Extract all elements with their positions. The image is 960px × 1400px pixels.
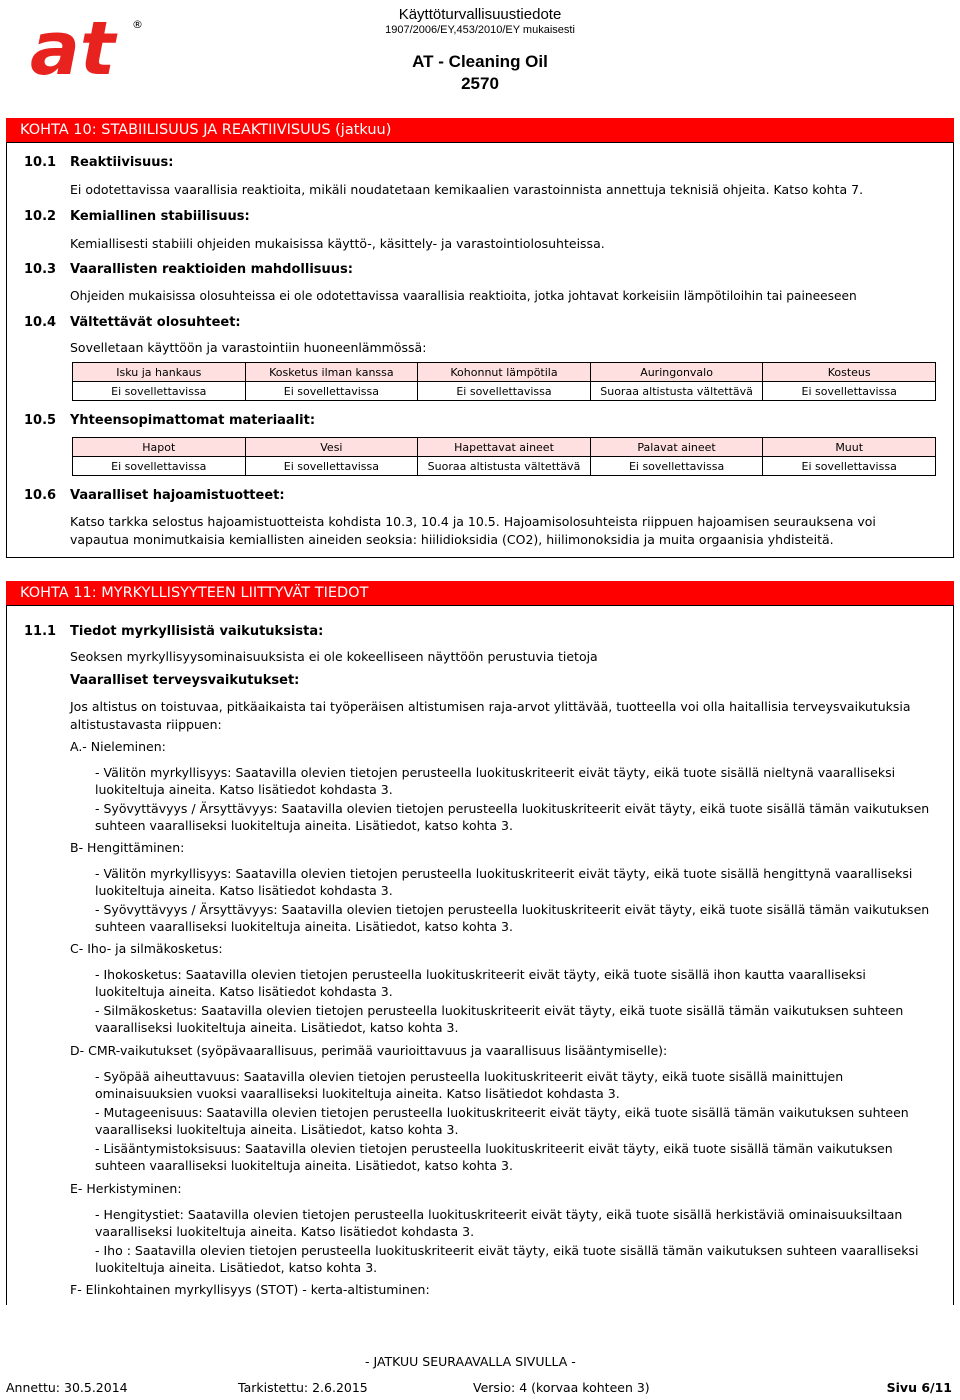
table-cell: Suoraa altistusta vältettävä	[418, 457, 591, 476]
bullet-item: - Iho : Saatavilla olevien tietojen perusteella luokituskriteerit eivät täyty, eikä tuote sisällä tämän vaikutuksen suhteen vaaralliseksi luokiteltuja aineita. Lisätiedot, katso kohta 3.	[95, 1243, 919, 1275]
table-cell: Ei sovellettavissa	[245, 382, 418, 401]
intro-text: Seoksen myrkyllisyysominaisuuksista ei ole kokeelliseen näyttöön perustuvia tietoja	[70, 649, 598, 664]
table-header-cell: Kosteus	[763, 363, 936, 382]
materials-table	[72, 437, 936, 476]
health-title: Vaaralliset terveysvaikutukset:	[70, 673, 300, 688]
bullet-item: - Ihokosketus: Saatavilla olevien tietojen perusteella luokituskriteerit eivät täyty, eikä tuote sisällä ihon kautta vaaralliseksi luokiteltuja aineita. Katso lisätiedot kohdasta 3.	[95, 967, 866, 999]
continue-note: - JATKUU SEURAAVALLA SIVULLA -	[365, 1354, 576, 1369]
bullet-item: - Mutageenisuus: Saatavilla olevien tietojen perusteella luokituskriteerit eivät täyty, eikä tuote sisällä tämän vaikutuksen suhteen vaaralliseksi luokiteltuja aineita. Lisätiedot, katso kohta 3.	[95, 1105, 909, 1137]
table-header-cell: Auringonvalo	[590, 363, 763, 382]
section-11-title: KOHTA 11: MYRKYLLISYYTEEN LIITTYVÄT TIEDOT	[6, 581, 954, 605]
health-text: Jos altistus on toistuvaa, pitkäaikaista tai työperäisen altistumisen raja-arvot ylittävää, tuotteella voi olla haitallisia terveysvaikutuksia altistustavasta riippuen:	[70, 699, 911, 732]
table-cell: Ei sovellettavissa	[763, 457, 936, 476]
item-title: Yhteensopimattomat materiaalit:	[70, 413, 316, 428]
bullet-item: - Syövyttävyys / Ärsyttävyys: Saatavilla olevien tietojen perusteella luokituskriteerit eivät täyty, eikä tuote sisällä tämän vaikutuksen suhteen vaaralliseksi luokiteltuja aineita. Lisätiedot, katso kohta 3.	[95, 902, 930, 934]
table-header-cell: Kosketus ilman kanssa	[245, 363, 418, 382]
item-text: Ohjeiden mukaisissa olosuhteissa ei ole odotettavissa vaarallisia reaktioita, jotka johtavat korkeisiin lämpötiloihin tai paineeseen	[70, 289, 857, 303]
item-number: 10.2	[24, 209, 57, 224]
item-number: 10.5	[24, 413, 57, 428]
item-title: Vaaralliset hajoamistuotteet:	[70, 488, 285, 503]
bullet-item: - Lisääntymistoksisuus: Saatavilla olevien tietojen perusteella luokituskriteerit eivät täyty, eikä tuote sisällä tämän vaikutuksen suhteen vaaralliseksi luokiteltuja aineita. Lisätiedot, katso kohta 3.	[95, 1141, 893, 1173]
issued-date: Annettu: 30.5.2014	[6, 1380, 128, 1395]
route-label-b: B- Hengittäminen:	[70, 840, 185, 855]
conditions-table	[72, 362, 936, 401]
bullet-item: - Syöpää aiheuttavuus: Saatavilla olevien tietojen perusteella luokituskriteerit eivät täyty, eikä tuote sisällä mainittujen ominaisuuksien vuoksi vaaralliseksi luokiteltuja aineita. Katso lisätiedot kohdasta 3.	[95, 1069, 844, 1101]
item-number: 11.1	[24, 624, 57, 639]
item-text: Sovelletaan käyttöön ja varastointiin huoneenlämmössä:	[70, 340, 427, 355]
table-header-cell: Isku ja hankaus	[73, 363, 246, 382]
table-header-cell: Hapot	[73, 438, 246, 457]
company-logo	[28, 8, 148, 84]
bullet-item: - Syövyttävyys / Ärsyttävyys: Saatavilla olevien tietojen perusteella luokituskriteerit eivät täyty, eikä tuote sisällä tämän vaikutuksen suhteen vaaralliseksi luokiteltuja aineita. Lisätiedot, katso kohta 3.	[95, 801, 930, 833]
item-text: Kemiallisesti stabiili ohjeiden mukaisissa käyttö-, käsittely- ja varastointiolosuhteissa.	[70, 236, 605, 251]
table-cell: Suoraa altistusta vältettävä	[590, 382, 763, 401]
table-cell: Ei sovellettavissa	[418, 382, 591, 401]
table-header-cell: Hapettavat aineet	[418, 438, 591, 457]
item-text: Katso tarkka selostus hajoamistuotteista kohdista 10.3, 10.4 ja 10.5. Hajoamisolosuhteista riippuen hajoamisen seurauksena voi vapautua monimutkaisia kemiallisten aineiden seoksia: hiilidioksidia (CO2), hiilimonoksidia ja muita orgaanisia yhdisteitä.	[70, 514, 876, 547]
item-title: Vaarallisten reaktioiden mahdollisuus:	[70, 262, 353, 277]
product-code: 2570	[461, 74, 499, 93]
product-name: AT - Cleaning Oil	[412, 52, 548, 71]
logo-registered-mark: ®	[132, 18, 143, 31]
item-text: Ei odotettavissa vaarallisia reaktioita, mikäli noudatetaan kemikaalien varastoinnista annettuja teknisiä ohjeita. Katso kohta 7.	[70, 182, 864, 197]
table-cell: Ei sovellettavissa	[245, 457, 418, 476]
route-label-e: E- Herkistyminen:	[70, 1181, 182, 1196]
route-label-d: D- CMR-vaikutukset (syöpävaarallisuus, perimää vaurioittavuus ja vaarallisuus lisääntymiselle):	[70, 1043, 668, 1058]
item-number: 10.6	[24, 488, 57, 503]
table-header-cell: Kohonnut lämpötila	[418, 363, 591, 382]
table-cell: Ei sovellettavissa	[73, 382, 246, 401]
item-title: Vältettävät olosuhteet:	[70, 315, 241, 330]
table-header-cell: Palavat aineet	[590, 438, 763, 457]
table-cell: Ei sovellettavissa	[763, 382, 936, 401]
table-header-cell: Vesi	[245, 438, 418, 457]
item-number: 10.1	[24, 155, 57, 170]
route-label-c: C- Iho- ja silmäkosketus:	[70, 941, 223, 956]
checked-date: Tarkistettu: 2.6.2015	[238, 1380, 368, 1395]
table-cell: Ei sovellettavissa	[590, 457, 763, 476]
document-title: Käyttöturvallisuustiedote	[398, 6, 562, 23]
bullet-item: - Hengitystiet: Saatavilla olevien tietojen perusteella luokituskriteerit eivät täyty, eikä tuote sisällä herkistäviä ominaisuuksiltaan vaaralliseksi luokiteltuja aineita. Katso lisätiedot kohdasta 3.	[95, 1207, 903, 1239]
regulation-ref: 1907/2006/EY,453/2010/EY mukaisesti	[385, 24, 575, 36]
item-title: Reaktiivisuus:	[70, 155, 174, 170]
item-number: 10.3	[24, 262, 57, 277]
item-number: 10.4	[24, 315, 57, 330]
route-label-f: F- Elinkohtainen myrkyllisyys (STOT) - kerta-altistuminen:	[70, 1282, 430, 1297]
version-info: Versio: 4 (korvaa kohteen 3)	[473, 1380, 650, 1395]
table-header-cell: Muut	[763, 438, 936, 457]
bullet-item: - Silmäkosketus: Saatavilla olevien tietojen perusteella luokituskriteerit eivät täyty, eikä tuote sisällä tämän vaikutuksen suhteen vaaralliseksi luokiteltuja aineita. Lisätiedot, katso kohta 3.	[95, 1003, 904, 1035]
logo-text: at	[30, 8, 116, 84]
bullet-item: - Välitön myrkyllisyys: Saatavilla olevien tietojen perusteella luokituskriteerit eivät täyty, eikä tuote sisällä nieltynä vaaralliseksi luokiteltuja aineita. Katso lisätiedot kohdasta 3.	[95, 765, 896, 797]
page-number: Sivu 6/11	[886, 1380, 952, 1395]
route-label-a: A.- Nieleminen:	[70, 739, 166, 754]
item-title: Tiedot myrkyllisistä vaikutuksista:	[70, 624, 324, 639]
item-title: Kemiallinen stabiilisuus:	[70, 209, 250, 224]
table-cell: Ei sovellettavissa	[73, 457, 246, 476]
section-10-title: KOHTA 10: STABIILISUUS JA REAKTIIVISUUS (jatkuu)	[6, 118, 954, 142]
bullet-item: - Välitön myrkyllisyys: Saatavilla olevien tietojen perusteella luokituskriteerit eivät täyty, eikä tuote sisällä hengittynä vaaralliseksi luokiteltuja aineita. Katso lisätiedot kohdasta 3.	[95, 866, 913, 898]
